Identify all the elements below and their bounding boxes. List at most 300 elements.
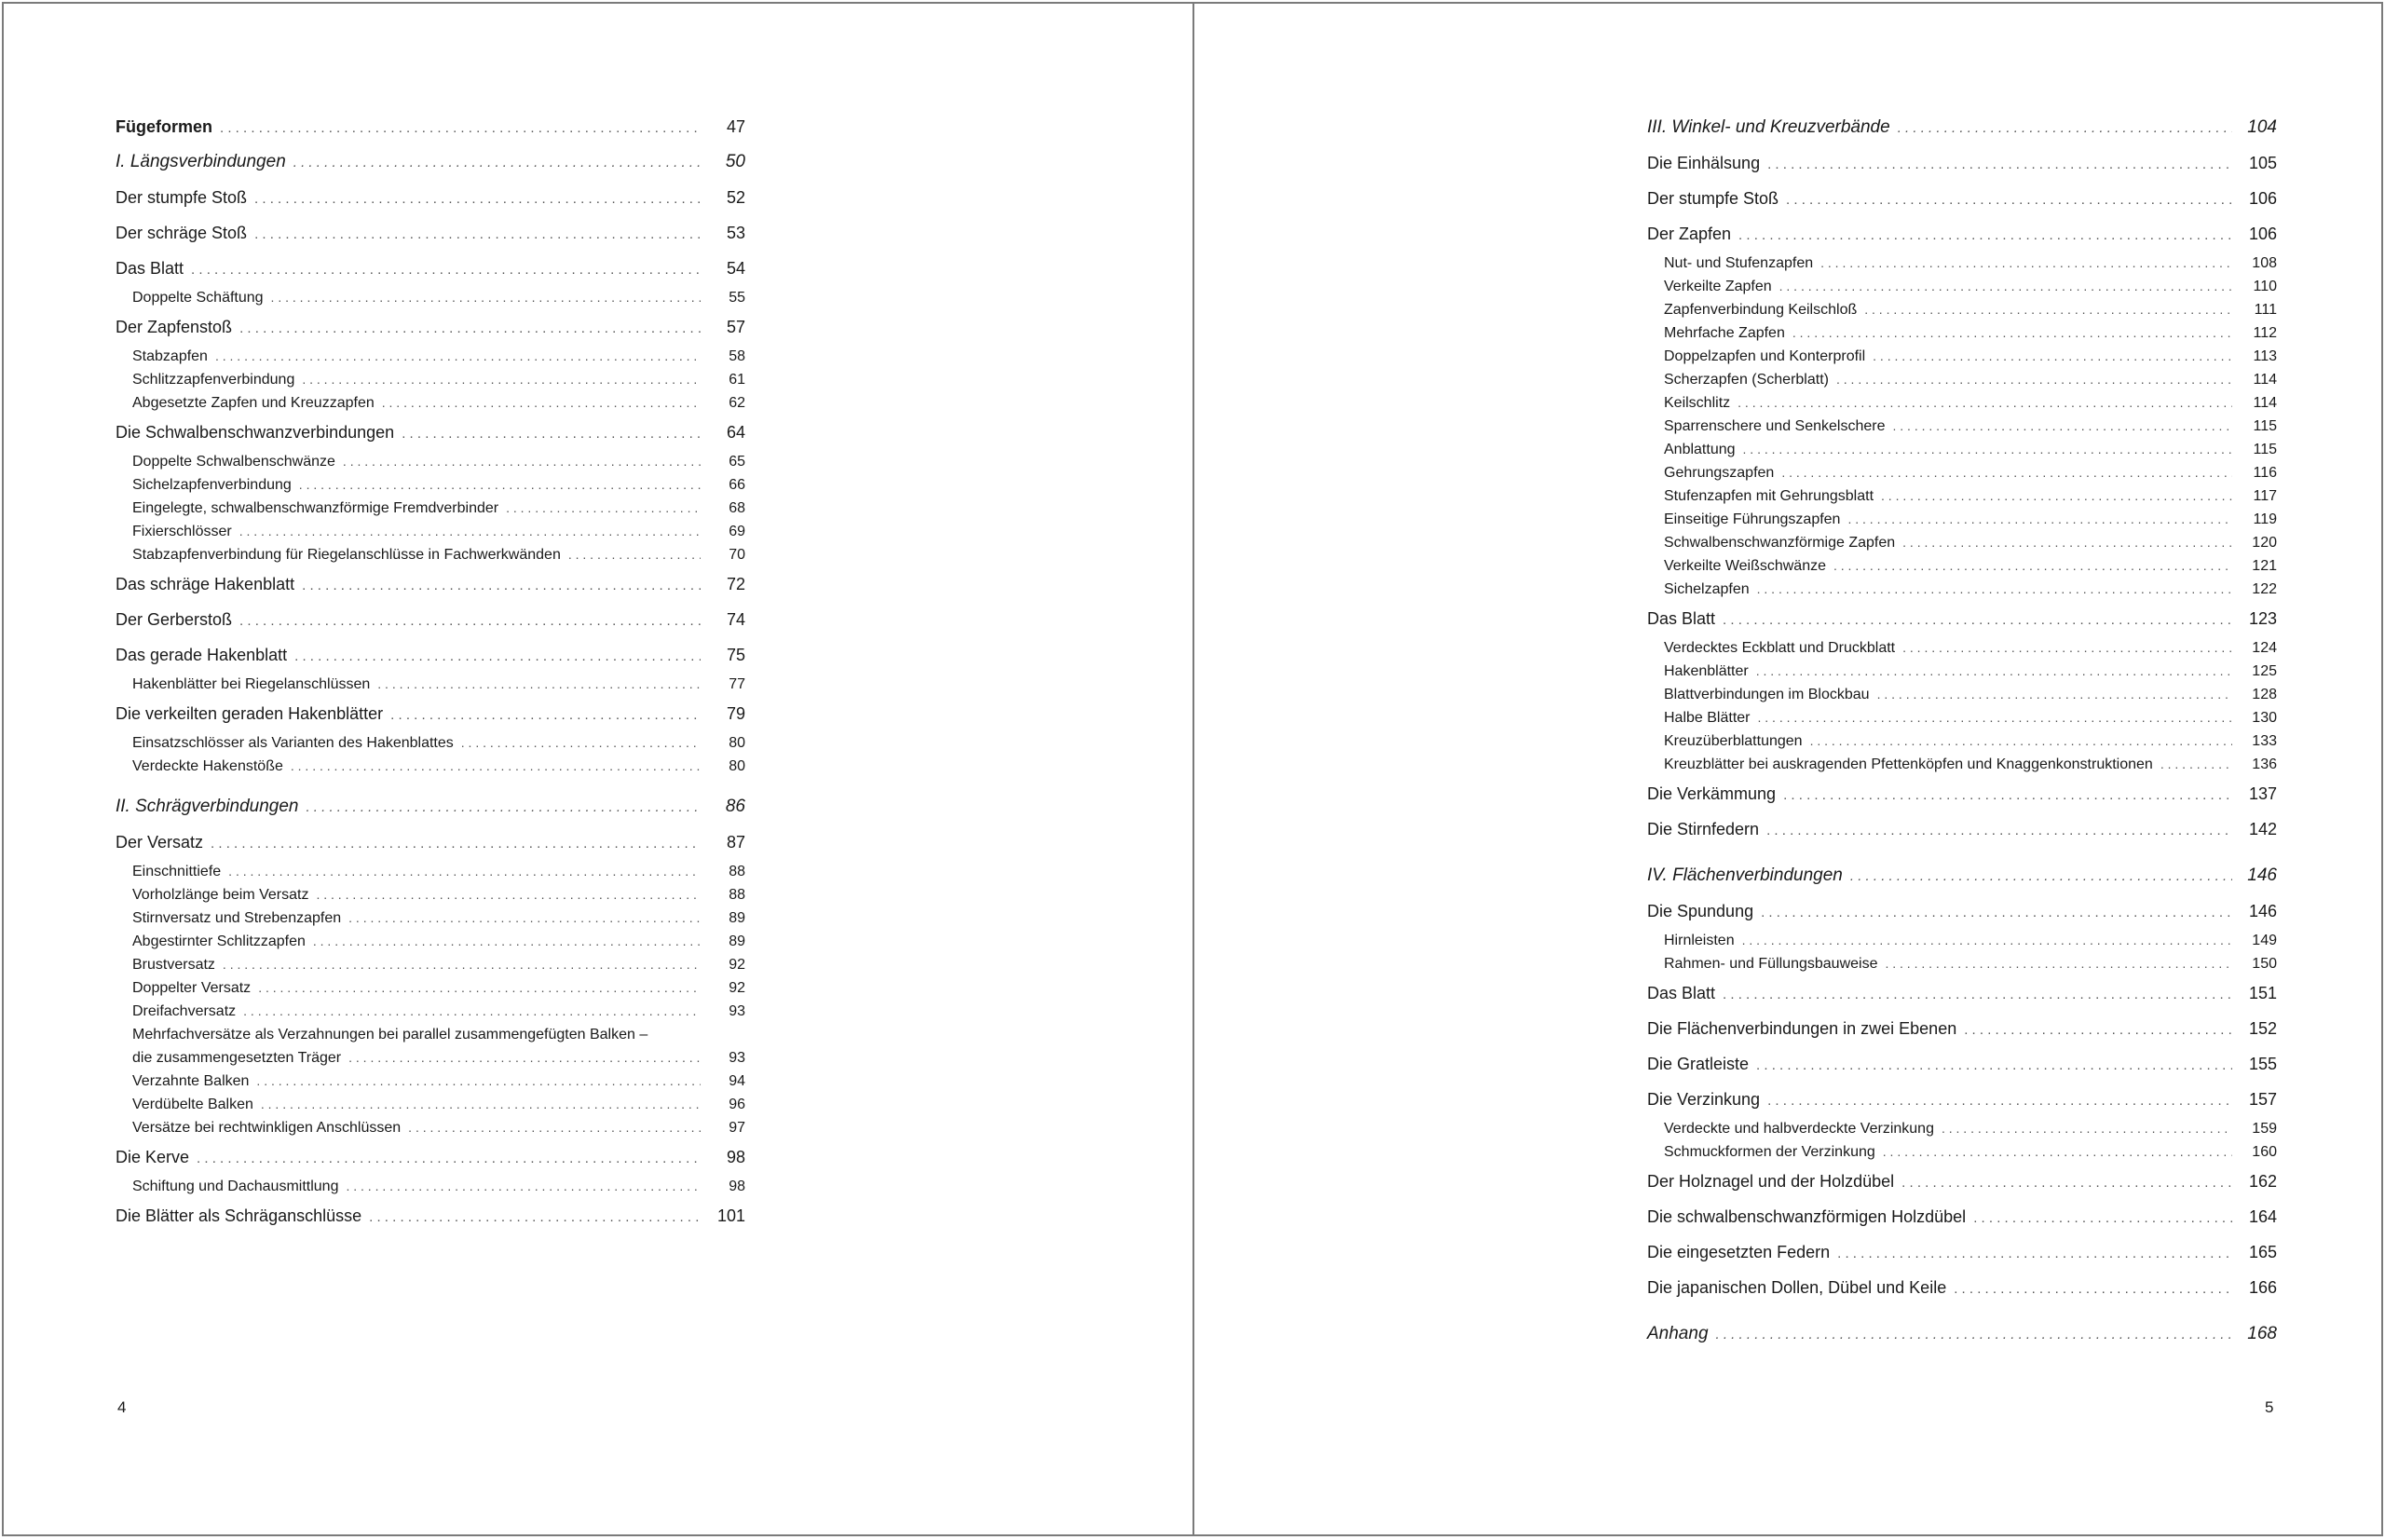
dot-leader xyxy=(1820,252,2232,275)
toc-entry-title: Der Versatz xyxy=(116,833,204,852)
toc-page-number: 72 xyxy=(726,575,745,593)
toc-entry-title: I. Längsverbindungen xyxy=(116,152,286,171)
toc-page-number: 58 xyxy=(729,348,745,364)
dot-leader xyxy=(2160,753,2232,776)
toc-subentry xyxy=(116,755,745,778)
toc-page-number: 98 xyxy=(726,1148,745,1166)
dot-leader xyxy=(1964,1013,2232,1048)
toc-entry-title: Die Einhälsung xyxy=(1647,154,1761,172)
toc-page-number: 168 xyxy=(2247,1324,2277,1343)
dot-leader xyxy=(369,1200,701,1235)
toc-entry-title: Eingelegte, schwalbenschwanzförmige Fremdverbinder xyxy=(132,500,499,516)
toc-entry-title: Die Kerve xyxy=(116,1148,190,1166)
page-number-left: 4 xyxy=(117,1398,127,1416)
toc-page-number: 65 xyxy=(729,454,745,470)
dot-leader xyxy=(1758,706,2233,729)
toc-subentry xyxy=(1647,660,2277,683)
toc-entry xyxy=(1647,1082,2277,1117)
toc-page-number: 106 xyxy=(2248,225,2277,243)
dot-leader xyxy=(215,345,701,368)
dot-leader xyxy=(1781,461,2232,484)
toc-entry-title: Sparrenschere und Senkelschere xyxy=(1664,418,1886,434)
toc-entry-title: Brustversatz xyxy=(132,957,215,973)
dot-leader xyxy=(197,1141,701,1177)
toc-entry xyxy=(1647,1046,2277,1082)
dot-leader xyxy=(1766,813,2232,849)
dot-leader xyxy=(408,1116,701,1139)
toc-entry-title: Mehrfachversätze als Verzahnungen bei parallel zusammengefügten Balken – xyxy=(132,1027,648,1043)
toc-page-number: 94 xyxy=(729,1073,745,1089)
toc-page-number: 160 xyxy=(2252,1144,2277,1160)
toc-entry xyxy=(1647,1316,2277,1352)
dot-leader xyxy=(271,286,701,309)
dot-leader xyxy=(1716,1317,2232,1353)
toc-entry xyxy=(116,1139,745,1175)
toc-entry-title: die zusammengesetzten Träger xyxy=(132,1050,342,1066)
dot-leader xyxy=(1902,531,2232,554)
toc-page-number: 124 xyxy=(2252,640,2277,656)
toc-page-number: 50 xyxy=(725,152,745,171)
toc-subentry xyxy=(116,368,745,391)
toc-page-number: 105 xyxy=(2248,154,2277,172)
dot-leader xyxy=(1942,1117,2232,1140)
toc-page-number: 155 xyxy=(2248,1055,2277,1073)
dot-leader xyxy=(1901,1165,2232,1201)
toc-page-number: 80 xyxy=(729,758,745,774)
toc-subentry xyxy=(116,930,745,953)
toc-entry-title: Verdübelte Balken xyxy=(132,1097,253,1112)
dot-leader xyxy=(1833,554,2232,578)
toc-entry-title: Der schräge Stoß xyxy=(116,224,248,242)
toc-page-number: 93 xyxy=(729,1050,745,1066)
toc-entry-title: Das Blatt xyxy=(1647,609,1716,628)
toc-entry-title: Sichelzapfenverbindung xyxy=(132,477,292,493)
dot-leader xyxy=(1742,929,2232,952)
dot-leader xyxy=(1810,729,2232,753)
toc-subentry xyxy=(1647,275,2277,298)
toc-page-number: 123 xyxy=(2248,609,2277,628)
toc-entry-title: Verkeilte Zapfen xyxy=(1664,279,1772,294)
toc-entry-title: Fixierschlösser xyxy=(132,524,232,539)
toc-page-number: 92 xyxy=(729,957,745,973)
dot-leader xyxy=(1723,977,2232,1013)
toc-page-number: 47 xyxy=(726,117,745,136)
toc-entry-title: Schiftung und Dachausmittlung xyxy=(132,1179,339,1194)
toc-subentry xyxy=(116,391,745,415)
toc-page-number: 93 xyxy=(729,1003,745,1019)
toc-subentry xyxy=(116,1046,745,1070)
toc-page-number: 116 xyxy=(2253,465,2277,481)
toc-entry xyxy=(116,566,745,602)
left-page xyxy=(2,2,1194,1536)
toc-entry-title: Abgesetzte Zapfen und Kreuzzapfen xyxy=(132,395,375,411)
toc-entry-title: Gehrungszapfen xyxy=(1664,465,1775,481)
toc-page-number: 152 xyxy=(2248,1019,2277,1038)
toc-page-number: 162 xyxy=(2248,1172,2277,1191)
dot-leader xyxy=(211,826,701,862)
toc-page-number: 115 xyxy=(2253,442,2277,457)
toc-subentry xyxy=(116,497,745,520)
toc-page-number: 146 xyxy=(2248,902,2277,920)
toc-subentry xyxy=(1647,415,2277,438)
toc-page-number: 166 xyxy=(2248,1278,2277,1297)
right-page xyxy=(1192,2,2383,1536)
toc-entry xyxy=(116,1198,745,1233)
toc-entry-title: Kreuzblätter bei auskragenden Pfettenköpfen und Knaggenkonstruktionen xyxy=(1664,756,2153,772)
dot-leader xyxy=(256,1070,701,1093)
toc-left xyxy=(116,109,745,1233)
toc-entry-title: III. Winkel- und Kreuzverbände xyxy=(1647,117,1890,137)
toc-subentry xyxy=(1647,484,2277,508)
toc-entry xyxy=(116,251,745,286)
toc-entry xyxy=(1647,181,2277,216)
dot-leader xyxy=(306,790,701,825)
toc-entry-title: Stabzapfenverbindung für Riegelanschlüsse in Fachwerkwänden xyxy=(132,547,561,563)
dot-leader xyxy=(293,145,701,181)
toc-entry-title: Das gerade Hakenblatt xyxy=(116,646,288,664)
toc-page-number: 130 xyxy=(2252,710,2277,726)
toc-entry xyxy=(116,144,745,180)
toc-page-number: 125 xyxy=(2252,663,2277,679)
toc-page-number: 136 xyxy=(2252,756,2277,772)
toc-entry-title: Blattverbindungen im Blockbau xyxy=(1664,687,1870,702)
toc-entry-title: Nut- und Stufenzapfen xyxy=(1664,255,1814,271)
dot-leader xyxy=(1850,859,2232,894)
dot-leader xyxy=(1743,438,2232,461)
toc-page-number: 86 xyxy=(725,797,745,816)
toc-page-number: 119 xyxy=(2253,511,2277,527)
toc-subentry xyxy=(116,883,745,906)
toc-page-number: 146 xyxy=(2247,865,2277,885)
toc-entry-title: II. Schrägverbindungen xyxy=(116,797,299,816)
toc-entry-title: Mehrfache Zapfen xyxy=(1664,325,1785,341)
dot-leader xyxy=(239,311,701,347)
toc-entry xyxy=(1647,1234,2277,1270)
toc-entry-title: Zapfenverbindung Keilschloß xyxy=(1664,302,1858,318)
dot-leader xyxy=(220,111,701,146)
dot-leader xyxy=(1723,603,2232,638)
toc-entry-title: Rahmen- und Füllungsbauweise xyxy=(1664,956,1878,972)
dot-leader xyxy=(228,860,701,883)
toc-entry xyxy=(1647,216,2277,252)
toc-page-number: 128 xyxy=(2252,687,2277,702)
toc-entry-title: Der Zapfen xyxy=(1647,225,1732,243)
dot-leader xyxy=(1881,484,2232,508)
toc-page-number: 53 xyxy=(726,224,745,242)
toc-subentry xyxy=(1647,729,2277,753)
toc-entry-title: Hirnleisten xyxy=(1664,933,1735,948)
toc-page-number: 133 xyxy=(2252,733,2277,749)
toc-entry-title: Kreuzüberblattungen xyxy=(1664,733,1803,749)
toc-subentry xyxy=(116,1175,745,1198)
toc-page-number: 54 xyxy=(726,259,745,278)
toc-entry-title: Vorholzlänge beim Versatz xyxy=(132,887,309,903)
dot-leader xyxy=(1837,1236,2232,1272)
dot-leader xyxy=(390,698,701,733)
toc-page-number: 52 xyxy=(726,188,745,207)
dot-leader xyxy=(568,543,701,566)
toc-entry xyxy=(116,309,745,345)
toc-subentry xyxy=(1647,461,2277,484)
dot-leader xyxy=(291,755,701,778)
toc-entry-title: Die Schwalbenschwanzverbindungen xyxy=(116,423,395,442)
toc-subentry xyxy=(116,1093,745,1116)
toc-entry-title: Die Gratleiste xyxy=(1647,1055,1750,1073)
dot-leader xyxy=(302,568,701,604)
dot-leader xyxy=(1767,1083,2232,1119)
toc-entry xyxy=(116,180,745,215)
toc-page-number: 137 xyxy=(2248,784,2277,803)
dot-leader xyxy=(506,497,701,520)
dot-leader xyxy=(243,1000,701,1023)
toc-right xyxy=(1647,110,2277,1352)
dot-leader xyxy=(1756,1048,2232,1083)
dot-leader xyxy=(1738,218,2232,253)
dot-leader xyxy=(223,953,701,976)
toc-entry-title: Das schräge Hakenblatt xyxy=(116,575,295,593)
toc-subentry xyxy=(1647,391,2277,415)
dot-leader xyxy=(299,473,701,497)
toc-entry xyxy=(116,215,745,251)
dot-leader xyxy=(1898,111,2232,146)
toc-page-number: 165 xyxy=(2248,1243,2277,1261)
toc-page-number: 64 xyxy=(726,423,745,442)
toc-subentry xyxy=(116,953,745,976)
toc-subentry xyxy=(1647,252,2277,275)
toc-subentry xyxy=(116,473,745,497)
toc-entry-title: Hakenblätter xyxy=(1664,663,1749,679)
dot-leader xyxy=(1786,183,2232,218)
toc-entry-title: Doppelzapfen und Konterprofil xyxy=(1664,348,1866,364)
dot-leader xyxy=(1756,660,2232,683)
dot-leader xyxy=(191,252,701,288)
toc-entry xyxy=(116,825,745,860)
dot-leader xyxy=(254,182,701,217)
toc-entry xyxy=(1647,858,2277,893)
dot-leader xyxy=(377,673,701,696)
toc-entry-title: Verdeckte Hakenstöße xyxy=(132,758,283,774)
dot-leader xyxy=(1779,275,2232,298)
dot-leader xyxy=(1761,895,2232,931)
toc-entry-title: Schwalbenschwanzförmige Zapfen xyxy=(1664,535,1896,551)
toc-entry-title: Die Stirnfedern xyxy=(1647,820,1760,838)
toc-page-number: 112 xyxy=(2253,325,2277,341)
toc-entry-title: Sichelzapfen xyxy=(1664,581,1750,597)
toc-entry-title: Scherzapfen (Scherblatt) xyxy=(1664,372,1829,388)
dot-leader xyxy=(258,976,701,1000)
toc-page-number: 157 xyxy=(2248,1090,2277,1109)
toc-page-number: 150 xyxy=(2252,956,2277,972)
dot-leader xyxy=(1738,391,2232,415)
dot-leader xyxy=(346,1175,701,1198)
toc-subentry xyxy=(1647,1140,2277,1164)
toc-subentry xyxy=(116,731,745,755)
dot-leader xyxy=(1902,636,2232,660)
toc-entry-title: Die Verkämmung xyxy=(1647,784,1777,803)
toc-entry-title: Verkeilte Weißschwänze xyxy=(1664,558,1826,574)
toc-page-number: 113 xyxy=(2253,348,2277,364)
dot-leader xyxy=(1836,368,2232,391)
toc-entry-title: Das Blatt xyxy=(116,259,184,278)
toc-page-number: 101 xyxy=(716,1206,745,1225)
toc-page-number: 92 xyxy=(729,980,745,996)
dot-leader xyxy=(1885,952,2232,975)
toc-entry-title: Stabzapfen xyxy=(132,348,208,364)
toc-entry xyxy=(116,637,745,673)
toc-entry-title: Einschnittiefe xyxy=(132,864,222,879)
toc-subentry xyxy=(116,906,745,930)
toc-entry xyxy=(116,789,745,825)
toc-page-number: 97 xyxy=(729,1120,745,1136)
toc-entry-title: Der stumpfe Stoß xyxy=(1647,189,1779,208)
toc-subentry xyxy=(1647,298,2277,321)
dot-leader xyxy=(402,416,701,452)
toc-subentry xyxy=(116,543,745,566)
toc-entry xyxy=(1647,811,2277,847)
toc-entry-title: Abgestirnter Schlitzzapfen xyxy=(132,934,306,949)
toc-page-number: 87 xyxy=(726,833,745,852)
toc-subentry xyxy=(116,1070,745,1093)
toc-page-number: 57 xyxy=(726,318,745,336)
toc-subentry xyxy=(1647,706,2277,729)
toc-entry-title: Verzahnte Balken xyxy=(132,1073,250,1089)
toc-page-number: 98 xyxy=(729,1179,745,1194)
toc-subentry xyxy=(1647,578,2277,601)
dot-leader xyxy=(302,368,701,391)
toc-entry-title: Fügeformen xyxy=(116,117,213,136)
toc-entry-title: Die Verzinkung xyxy=(1647,1090,1761,1109)
toc-entry xyxy=(1647,1164,2277,1199)
toc-entry-title: Die verkeilten geraden Hakenblätter xyxy=(116,704,384,723)
toc-subentry xyxy=(1647,554,2277,578)
toc-entry xyxy=(116,696,745,731)
toc-page-number: 122 xyxy=(2252,581,2277,597)
toc-entry-title: Das Blatt xyxy=(1647,984,1716,1002)
toc-entry-title: Anblattung xyxy=(1664,442,1736,457)
dot-leader xyxy=(1792,321,2232,345)
dot-leader xyxy=(1757,578,2232,601)
toc-entry-title: Stirnversatz und Strebenzapfen xyxy=(132,910,342,926)
dot-leader xyxy=(261,1093,701,1116)
toc-page-number: 120 xyxy=(2252,535,2277,551)
dot-leader xyxy=(1973,1201,2232,1236)
toc-entry-title: Anhang xyxy=(1647,1324,1709,1343)
dot-leader xyxy=(461,731,701,755)
toc-entry xyxy=(1647,893,2277,929)
toc-page-number: 106 xyxy=(2248,189,2277,208)
toc-entry-title: Der stumpfe Stoß xyxy=(116,188,248,207)
toc-page-number: 111 xyxy=(2254,302,2277,318)
dot-leader xyxy=(1783,778,2232,813)
toc-entry-title: Der Zapfenstoß xyxy=(116,318,233,336)
page-number-right: 5 xyxy=(2265,1398,2274,1416)
toc-entry xyxy=(1647,110,2277,145)
toc-entry-title: Der Gerberstoß xyxy=(116,610,233,629)
toc-page-number: 96 xyxy=(729,1097,745,1112)
toc-entry-title: Einsatzschlösser als Varianten des Hakenblattes xyxy=(132,735,454,751)
toc-entry-title: Keilschlitz xyxy=(1664,395,1731,411)
toc-page-number: 89 xyxy=(729,910,745,926)
toc-entry-title: Der Holznagel und der Holzdübel xyxy=(1647,1172,1895,1191)
toc-entry-title: Doppelter Versatz xyxy=(132,980,252,996)
toc-page-number: 110 xyxy=(2253,279,2277,294)
toc-entry-title: Hakenblätter bei Riegelanschlüssen xyxy=(132,676,371,692)
toc-page-number: 55 xyxy=(729,290,745,306)
toc-entry-title: Halbe Blätter xyxy=(1664,710,1751,726)
toc-subentry xyxy=(1647,508,2277,531)
toc-entry-title: Doppelte Schwalbenschwänze xyxy=(132,454,335,470)
toc-entry xyxy=(1647,1199,2277,1234)
toc-entry-title: Verdecktes Eckblatt und Druckblatt xyxy=(1664,640,1896,656)
toc-page-number: 88 xyxy=(729,864,745,879)
toc-entry-title: Dreifachversatz xyxy=(132,1003,237,1019)
dot-leader xyxy=(348,1046,701,1070)
toc-page-number: 104 xyxy=(2247,117,2277,137)
toc-page-number: 151 xyxy=(2248,984,2277,1002)
dot-leader xyxy=(1877,683,2232,706)
toc-page-number: 114 xyxy=(2253,372,2277,388)
dot-leader xyxy=(1767,147,2232,183)
dot-leader xyxy=(343,450,701,473)
dot-leader xyxy=(239,604,701,639)
dot-leader xyxy=(348,906,701,930)
toc-entry-title: Schmuckformen der Verzinkung xyxy=(1664,1144,1875,1160)
dot-leader xyxy=(1873,345,2232,368)
toc-page-number: 77 xyxy=(729,676,745,692)
dot-leader xyxy=(1892,415,2232,438)
toc-page-number: 164 xyxy=(2248,1207,2277,1226)
toc-page-number: 74 xyxy=(726,610,745,629)
toc-entry xyxy=(116,415,745,450)
toc-page-number: 61 xyxy=(729,372,745,388)
toc-entry xyxy=(1647,601,2277,636)
toc-page-number: 80 xyxy=(729,735,745,751)
toc-subentry xyxy=(116,976,745,1000)
toc-entry-title: Die Blätter als Schräganschlüsse xyxy=(116,1206,362,1225)
toc-page-number: 142 xyxy=(2248,820,2277,838)
dot-leader xyxy=(316,883,701,906)
toc-page-number: 79 xyxy=(726,704,745,723)
toc-page-number: 114 xyxy=(2253,395,2277,411)
toc-subentry xyxy=(116,345,745,368)
toc-subentry xyxy=(116,1116,745,1139)
toc-page-number: 70 xyxy=(729,547,745,563)
dot-leader xyxy=(239,520,701,543)
toc-subentry xyxy=(1647,345,2277,368)
toc-subentry xyxy=(1647,368,2277,391)
toc-entry xyxy=(1647,145,2277,181)
dot-leader xyxy=(382,391,701,415)
toc-subentry xyxy=(1647,636,2277,660)
toc-page-number: 89 xyxy=(729,934,745,949)
toc-subentry xyxy=(116,520,745,543)
toc-subentry xyxy=(116,450,745,473)
toc-entry-title: IV. Flächenverbindungen xyxy=(1647,865,1843,885)
toc-page-number: 121 xyxy=(2252,558,2277,574)
toc-subentry xyxy=(1647,952,2277,975)
toc-page-number: 66 xyxy=(729,477,745,493)
dot-leader xyxy=(294,639,701,675)
toc-subentry xyxy=(116,1023,745,1046)
toc-page-number: 88 xyxy=(729,887,745,903)
toc-entry xyxy=(116,602,745,637)
toc-subentry xyxy=(1647,753,2277,776)
toc-entry xyxy=(1647,1011,2277,1046)
toc-page-number: 108 xyxy=(2252,255,2277,271)
toc-page-number: 115 xyxy=(2253,418,2277,434)
toc-subentry xyxy=(116,1000,745,1023)
toc-entry-title: Doppelte Schäftung xyxy=(132,290,264,306)
